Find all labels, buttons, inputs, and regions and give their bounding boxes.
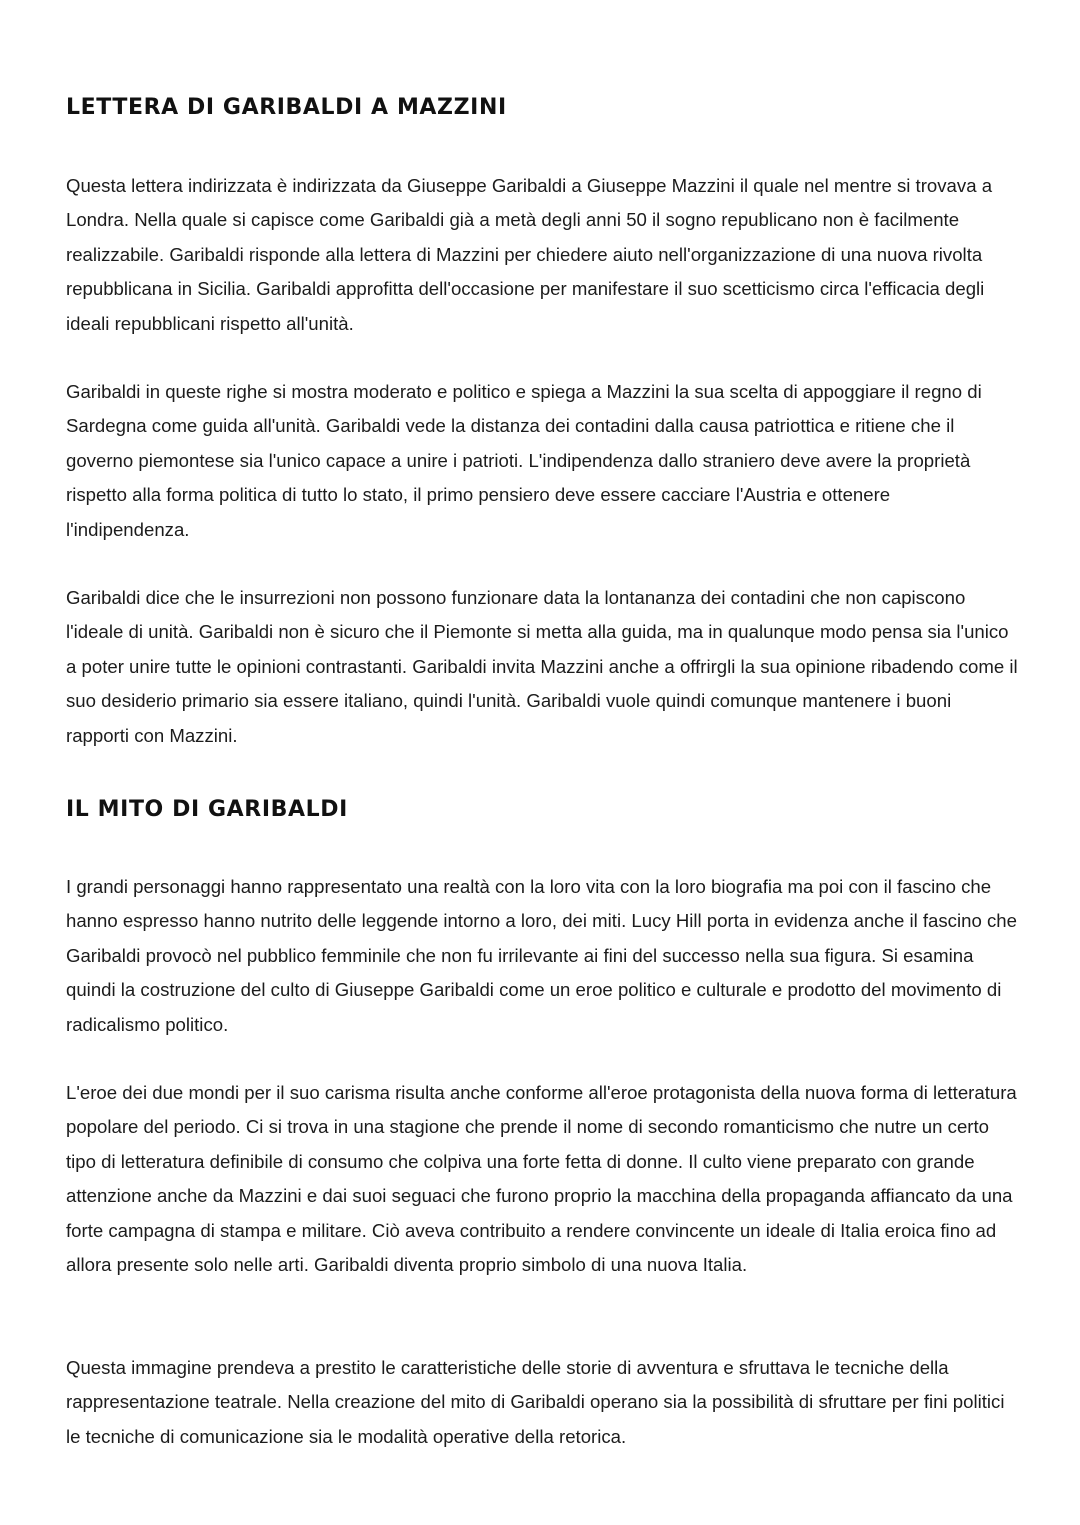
paragraph: I grandi personaggi hanno rappresentato una realtà con la loro vita con la loro biografia ma poi con il fascino che hanno espresso hanno nutrito delle leggende intorno a loro, dei miti. Lucy Hill porta in evidenza anche il fascino che Garibaldi provocò nel pubblico femminile che non fu irrilevante ai fini del successo nella sua figura. Si esamina quindi la costruzione del culto di Giuseppe Garibaldi come un eroe politico e culturale e prodotto del movimento di radicalismo politico. — [66, 876, 1017, 1035]
paragraph: Questa immagine prendeva a prestito le caratteristiche delle storie di avventura e sfruttava le tecniche della rappresentazione teatrale. Nella creazione del mito di Garibaldi operano sia la possibilità di sfruttare per fini politici le tecniche di comunicazione sia le modalità operative della retorica. — [66, 1357, 1005, 1447]
paragraph: L'eroe dei due mondi per il suo carisma risulta anche conforme all'eroe protagonista della nuova forma di letteratura popolare del periodo. Ci si trova in una stagione che prende il nome di secondo romanticismo che nutre un certo tipo di letteratura definibile di consumo che colpiva una forte fetta di donne. Il culto viene preparato con grande attenzione anche da Mazzini e dai suoi seguaci che furono proprio la macchina della propaganda affiancato da una forte campagna di stampa e militare. Ciò aveva contribuito a rendere convincente un ideale di Italia eroica fino ad allora presente solo nelle arti. Garibaldi diventa proprio simbolo di una nuova Italia. — [66, 1082, 1017, 1276]
section-heading-letter: LETTERA DI GARIBALDI A MAZZINI — [66, 95, 507, 120]
paragraph: Questa lettera indirizzata è indirizzata da Giuseppe Garibaldi a Giuseppe Mazzini il quale nel mentre si trovava a Londra. Nella quale si capisce come Garibaldi già a metà degli anni 50 il sogno republicano non è facilmente realizzabile. Garibaldi risponde alla lettera di Mazzini per chiedere aiuto nell'organizzazione di una nuova rivolta repubblicana in Sicilia. Garibaldi approfitta dell'occasione per manifestare il suo scetticismo circa l'efficacia degli ideali repubblicani rispetto all'unità. — [66, 175, 993, 334]
paragraph: Garibaldi in queste righe si mostra moderato e politico e spiega a Mazzini la sua scelta di appoggiare il regno di Sardegna come guida all'unità. Garibaldi vede la distanza dei contadini dalla causa patriottica e ritiene che il governo piemontese sia l'unico capace a unire i patrioti. L'indipendenza dallo straniero deve avere la proprietà rispetto alla forma politica di tutto lo stato, il primo pensiero deve essere cacciare l'Austria e ottenere l'indipendenza. — [66, 381, 982, 540]
section-heading-myth: IL MITO DI GARIBALDI — [66, 797, 348, 822]
paragraph: Garibaldi dice che le insurrezioni non possono funzionare data la lontananza dei contadini che non capiscono l'ideale di unità. Garibaldi non è sicuro che il Piemonte si metta alla guida, ma in qualunque modo pensa sia l'unico a poter unire tutte le opinioni contrastanti. Garibaldi invita Mazzini anche a offrirgli la sua opinione ribadendo come il suo desiderio primario sia essere italiano, quindi l'unità. Garibaldi vuole quindi comunque mantenere i buoni rapporti con Mazzini. — [66, 587, 1018, 746]
